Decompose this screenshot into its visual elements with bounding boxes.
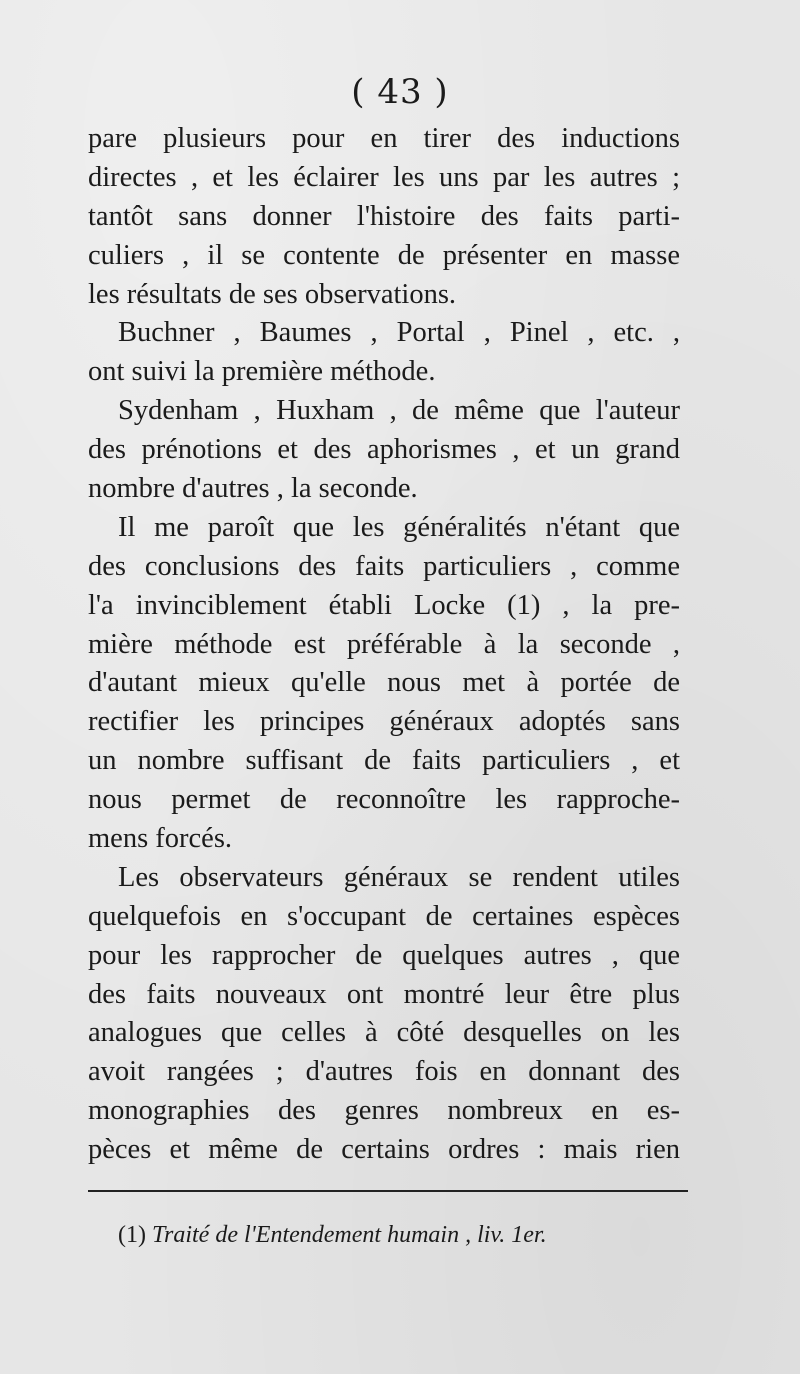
text-line: pare plusieurs pour en tirer des inductions (88, 123, 680, 154)
text-line: pèces et même de certains ordres : mais rien (88, 1134, 680, 1166)
text-line: Buchner , Baumes , Portal , Pinel , etc. , (118, 317, 680, 349)
text-line: quelquefois en s'occupant de certaines espèces (88, 900, 680, 932)
text-line: nous permet de reconnoître les rapproche- (88, 784, 680, 816)
text-line: des prénotions et des aphorismes , et un grand (88, 434, 680, 466)
text-line: d'autant mieux qu'elle nous met à portée de (88, 667, 680, 699)
text-line: l'a invinciblement établi Locke (1) , la pre- (88, 589, 680, 621)
text-line: tantôt sans donner l'histoire des faits parti- (88, 200, 680, 232)
text-line: analogues que celles à côté desquelles on les (88, 1017, 680, 1049)
text-line: les résultats de ses observations. (88, 278, 457, 310)
text-line: des conclusions des faits particuliers , comme (88, 550, 680, 582)
text-line: un nombre suffisant de faits particuliers , et (88, 745, 680, 777)
text-line: directes , et les éclairer les uns par les autres ; (88, 161, 680, 193)
body-text (88, 120, 680, 1170)
text-line: culiers , il se contente de présenter en masse (88, 239, 680, 271)
text-line: mens forcés. (88, 823, 233, 855)
footnote-mark: (1) (118, 1222, 146, 1248)
text-line: nombre d'autres , la seconde. (88, 473, 418, 505)
text-line: rectifier les principes généraux adoptés sans (88, 706, 680, 738)
text-line: Sydenham , Huxham , de même que l'auteur (118, 395, 680, 427)
text-line: mière méthode est préférable à la seconde , (88, 628, 680, 660)
footnote (118, 1222, 698, 1249)
text-line: ont suivi la première méthode. (88, 356, 436, 388)
text-line: Les observateurs généraux se rendent utiles (118, 861, 680, 893)
text-line: Il me paroît que les généralités n'étant que (118, 511, 680, 543)
text-line: pour les rapprocher de quelques autres , que (88, 939, 680, 971)
text-line: avoit rangées ; d'autres fois en donnant des (88, 1056, 680, 1088)
footnote-text: Traité de l'Entendement humain , liv. 1er. (151, 1222, 547, 1248)
footnote-divider (88, 1190, 688, 1192)
text-line: monographies des genres nombreux en es- (88, 1095, 680, 1127)
page-number: ( 43 ) (351, 72, 449, 112)
text-line: des faits nouveaux ont montré leur être plus (88, 978, 680, 1010)
